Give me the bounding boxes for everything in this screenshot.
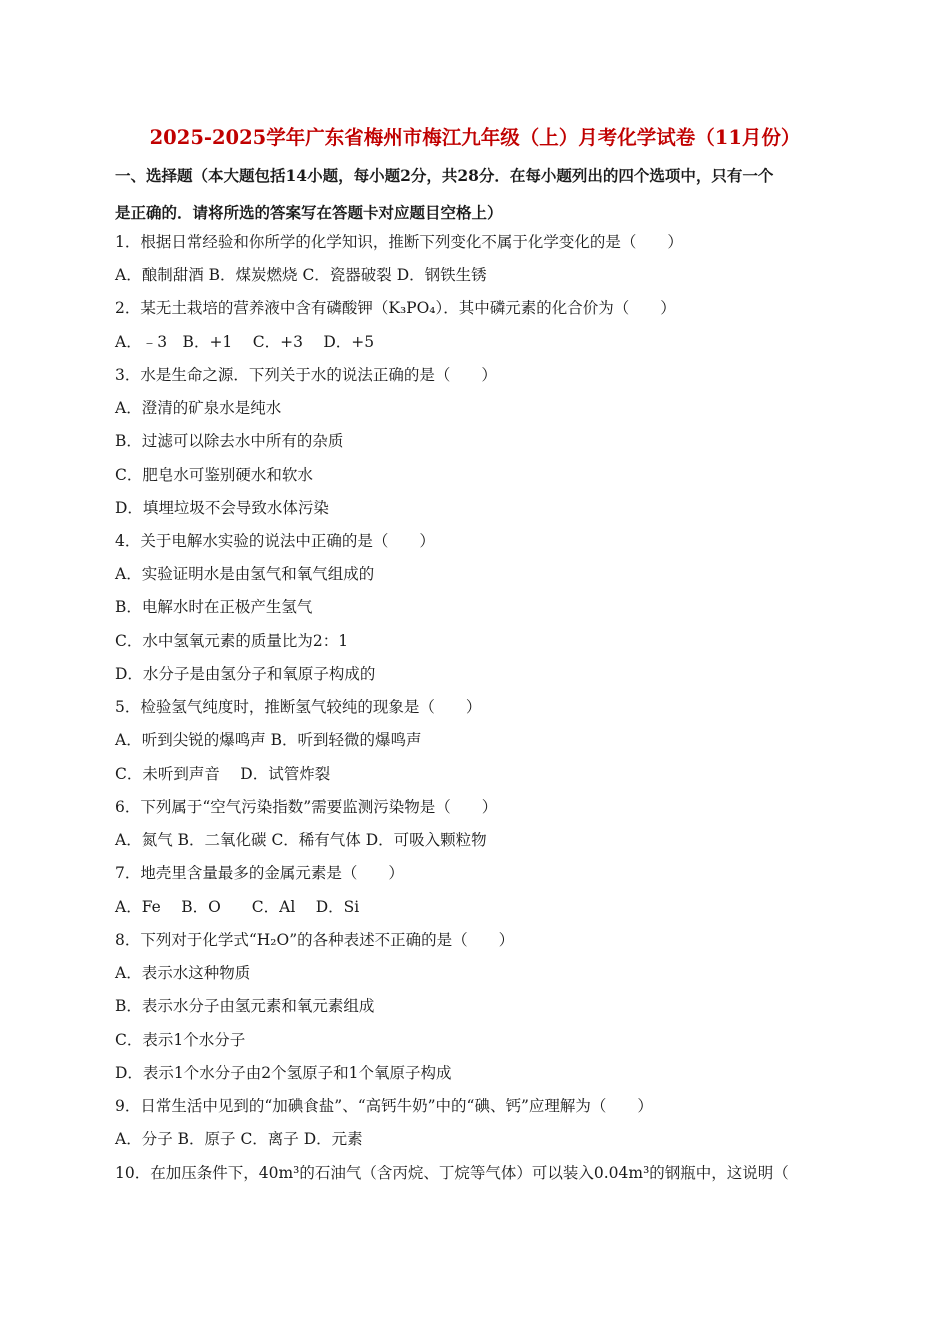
question-5-options-ab: A．听到尖锐的爆鸣声 B．听到轻微的爆鸣声 xyxy=(115,731,422,749)
question-8-option-b: B．表示水分子由氢元素和氧元素组成 xyxy=(115,997,375,1015)
question-2: 2．某无土栽培的营养液中含有磷酸钾（K₃PO₄）．其中磷元素的化合价为（ ） xyxy=(115,299,676,317)
section-heading-line-1: 一、选择题（本大题包括14小题，每小题2分，共28分．在每小题列出的四个选项中，只有一个 xyxy=(115,166,774,185)
exam-title: 2025-2025学年广东省梅州市梅江九年级（上）月考化学试卷（11月份） xyxy=(149,126,801,149)
question-8-option-c: C．表示1个水分子 xyxy=(115,1031,246,1049)
question-2-options: A．﹣3 B．+1 C．+3 D．+5 xyxy=(115,333,375,351)
question-9-options: A．分子 B．原子 C．离子 D．元素 xyxy=(115,1130,363,1148)
question-6: 6．下列属于“空气污染指数”需要监测污染物是（ ） xyxy=(115,798,498,816)
question-7-options: A．Fe B．O C．Al D．Si xyxy=(115,898,360,916)
question-6-options: A．氮气 B．二氧化碳 C．稀有气体 D．可吸入颗粒物 xyxy=(115,831,487,849)
question-3-option-b: B．过滤可以除去水中所有的杂质 xyxy=(115,432,344,450)
question-3-option-c: C．肥皂水可鉴别硬水和软水 xyxy=(115,466,313,484)
question-8-option-d: D．表示1个水分子由2个氢原子和1个氧原子构成 xyxy=(115,1064,452,1082)
question-8-option-a: A．表示水这种物质 xyxy=(115,964,251,982)
question-3-option-d: D．填埋垃圾不会导致水体污染 xyxy=(115,499,329,517)
question-5-options-cd: C．未听到声音 D．试管炸裂 xyxy=(115,765,331,783)
question-8: 8．下列对于化学式“H₂O”的各种表述不正确的是（ ） xyxy=(115,931,515,949)
section-heading-line-2: 是正确的．请将所选的答案写在答题卡对应题目空格上） xyxy=(115,203,503,222)
question-4-option-a: A．实验证明水是由氢气和氧气组成的 xyxy=(115,565,375,583)
question-4-option-d: D．水分子是由氢分子和氧原子构成的 xyxy=(115,665,376,683)
question-5: 5．检验氢气纯度时，推断氢气较纯的现象是（ ） xyxy=(115,698,482,716)
question-9: 9．日常生活中见到的“加碘食盐”、“高钙牛奶”中的“碘、钙”应理解为（ ） xyxy=(115,1097,653,1115)
question-10: 10．在加压条件下，40m³的石油气（含丙烷、丁烷等气体）可以装入0.04m³的钢瓶中，这说明（ xyxy=(115,1164,789,1182)
question-3: 3．水是生命之源．下列关于水的说法正确的是（ ） xyxy=(115,366,497,384)
question-3-option-a: A．澄清的矿泉水是纯水 xyxy=(115,399,282,417)
question-4: 4．关于电解水实验的说法中正确的是（ ） xyxy=(115,532,435,550)
question-4-option-c: C．水中氢氧元素的质量比为2：1 xyxy=(115,632,349,650)
question-1-options: A．酿制甜酒 B．煤炭燃烧 C．瓷器破裂 D．钢铁生锈 xyxy=(115,266,487,284)
question-4-option-b: B．电解水时在正极产生氢气 xyxy=(115,598,313,616)
question-7: 7．地壳里含量最多的金属元素是（ ） xyxy=(115,864,404,882)
question-1: 1．根据日常经验和你所学的化学知识，推断下列变化不属于化学变化的是（ ） xyxy=(115,233,683,251)
